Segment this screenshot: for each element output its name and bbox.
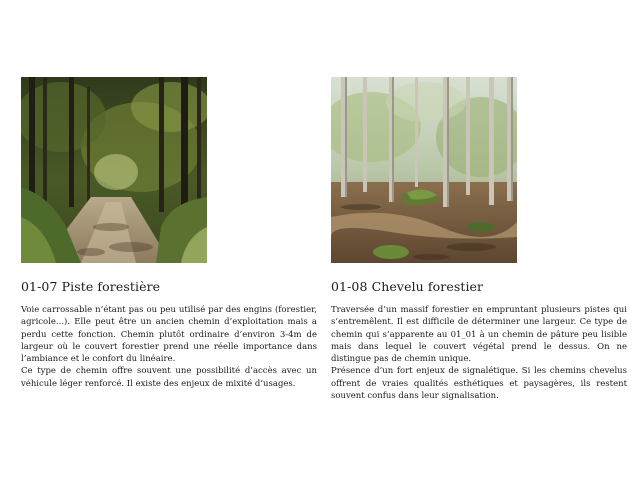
forest-paths-photo [331,77,517,263]
section-description [21,304,317,390]
forest-track-photo [21,77,207,263]
section-title: 01-07 Piste forestière [21,279,161,294]
paragraph: Présence d’un fort enjeux de signalétique. Si les chemins chevelus offrent de vraies qualités esthétiques et paysagères, ils restent souvent confus dans leur signalisation. [331,366,627,402]
paragraph: Voie carrossable n’étant pas ou peu utilisé par des engins (forestier, agricole...). Elle peut être un ancien chemin d’exploitation mais a perdu cette fonction. Chemin plutôt ordinaire d’environ 3-4m de largeur où le couvert forestier prend une réelle importance dans l’ambiance et le confort du linéaire. [21,305,317,365]
section-chevelu-forestier [331,77,627,402]
paragraph: Ce type de chemin offre souvent une possibilité d’accès avec un véhicule léger renforcé. Il existe des enjeux de mixité d’usages. [21,366,317,389]
paragraph: Traversée d’un massif forestier en empruntant plusieurs pistes qui s’entremêlent. Il est difficile de déterminer une largeur. Ce type de chemin qui s’apparente au 01_01 à un chemin de pâture peu lisible mais dans lequel le couvert végétal prend le dessus. On ne distingue pas de chemin unique. [331,305,627,365]
section-title: 01-08 Chevelu forestier [331,279,484,294]
section-description [331,304,627,402]
section-piste-forestiere [21,77,317,390]
